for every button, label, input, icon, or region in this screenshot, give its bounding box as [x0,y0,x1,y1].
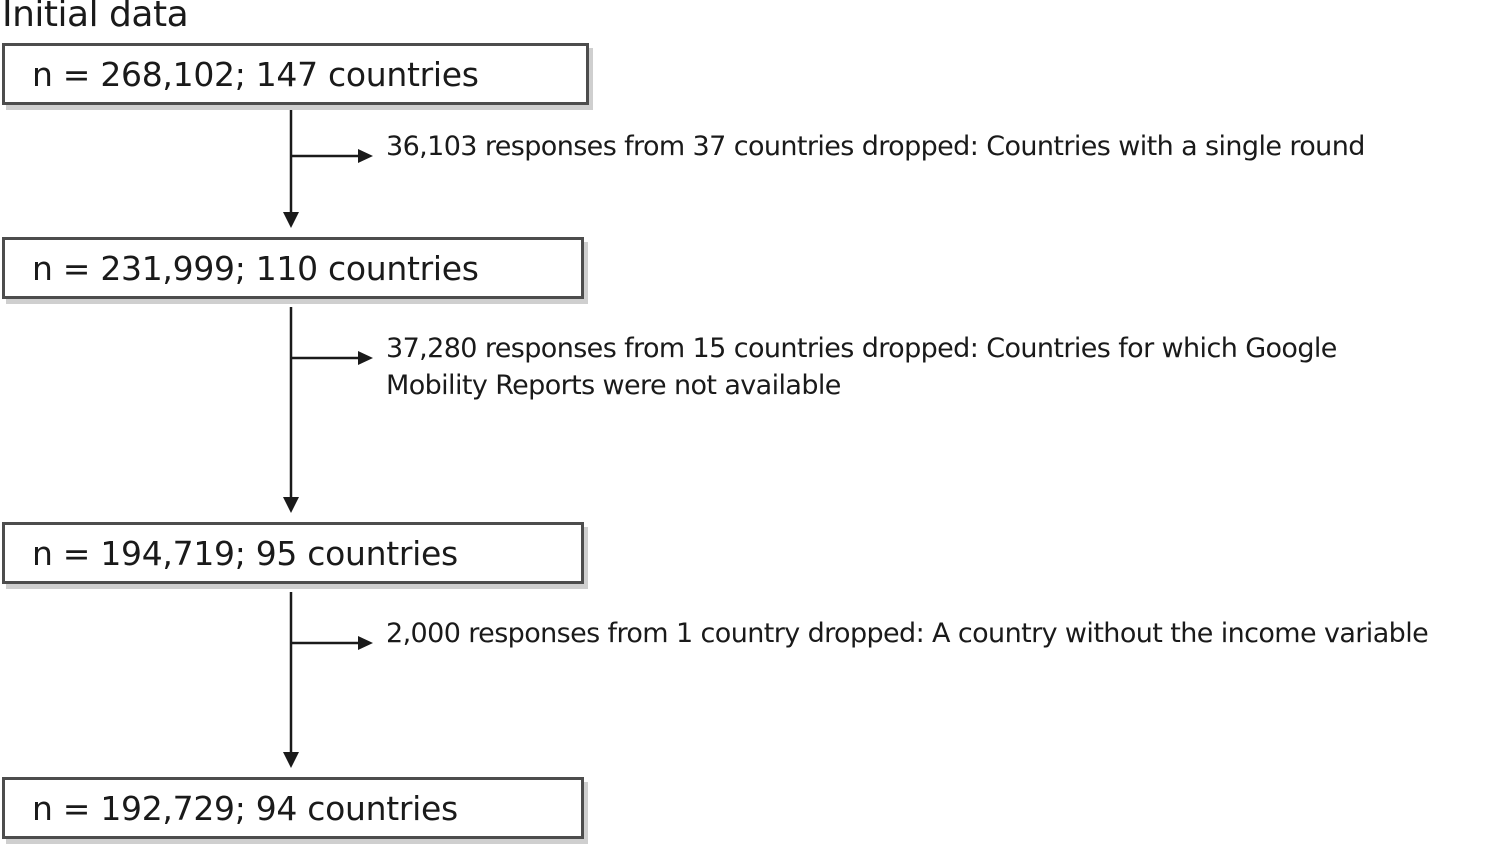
exclusion-note-3 [386,615,1428,652]
down-arrowhead-2 [283,497,299,513]
side-arrowhead-3 [358,636,373,650]
side-arrowhead-2 [358,351,373,365]
exclusion-note-line: 37,280 responses from 15 countries dropped: Countries for which Google [386,333,1337,364]
exclusion-note-line: 36,103 responses from 37 countries dropped: Countries with a single round [386,131,1365,162]
down-arrowhead-3 [283,752,299,768]
flow-box-label: n = 192,729; 94 countries [32,789,458,828]
diagram-title: Initial data [2,0,189,35]
flow-box-label: n = 231,999; 110 countries [32,249,479,288]
exclusion-note-2 [386,330,1337,404]
side-arrowhead-1 [358,149,373,163]
exclusion-note-line: 2,000 responses from 1 country dropped: A country without the income variable [386,618,1429,649]
exclusion-note-line: Mobility Reports were not available [386,370,841,401]
exclusion-note-1 [386,128,1365,165]
down-arrowhead-1 [283,212,299,228]
flow-box-label: n = 194,719; 95 countries [32,534,458,573]
flow-box-label: n = 268,102; 147 countries [32,55,479,94]
